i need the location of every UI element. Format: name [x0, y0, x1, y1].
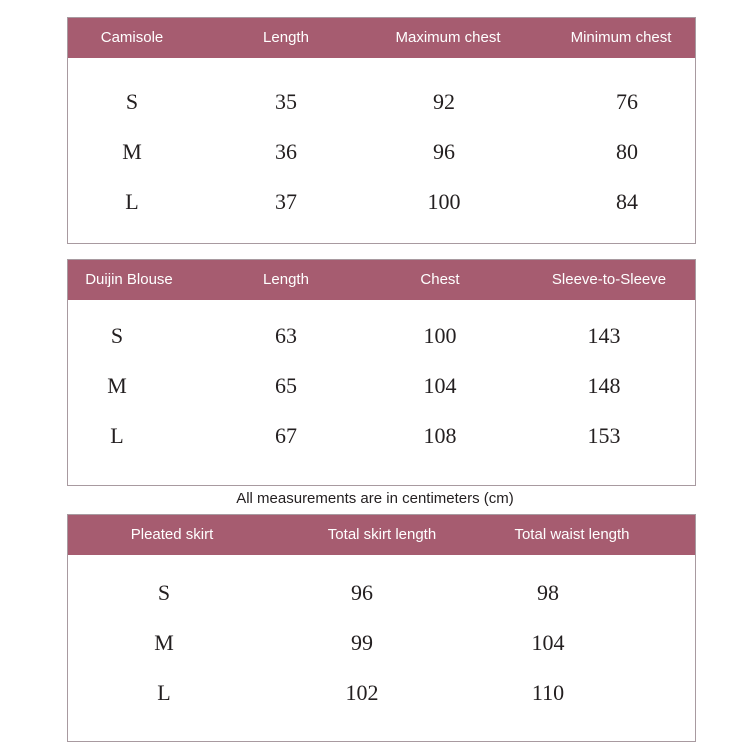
- table-row: [68, 573, 695, 613]
- table-cell: 153: [587, 423, 621, 448]
- column-header: Length: [263, 29, 309, 46]
- column-header: Total skirt length: [327, 526, 437, 543]
- size-cell: L: [125, 189, 139, 214]
- pleated-skirt-size-table: [67, 514, 696, 742]
- table-cell: 104: [531, 630, 565, 655]
- table-cell: 100: [423, 323, 457, 348]
- table-cell: 110: [531, 680, 565, 705]
- size-cell: M: [107, 373, 127, 398]
- table-row: [68, 673, 695, 713]
- table-cell: 76: [616, 89, 638, 114]
- size-cell: M: [154, 630, 174, 655]
- size-cell: M: [122, 139, 142, 164]
- table-row: [68, 182, 695, 222]
- table-cell: 102: [345, 680, 379, 705]
- size-cell: S: [125, 89, 139, 114]
- column-header: Total waist length: [514, 526, 630, 543]
- table-cell: 143: [587, 323, 621, 348]
- table-cell: 100: [427, 189, 461, 214]
- table-body: [68, 300, 695, 486]
- table-header: [68, 515, 695, 555]
- column-header: Length: [263, 271, 309, 288]
- table-cell: 84: [616, 189, 638, 214]
- table-cell: 148: [587, 373, 621, 398]
- table-header: [68, 18, 695, 58]
- table-cell: 99: [351, 630, 373, 655]
- column-header: Camisole: [100, 29, 164, 46]
- table-cell: 35: [275, 89, 297, 114]
- column-header: Sleeve-to-Sleeve: [551, 271, 667, 288]
- table-cell: 96: [351, 580, 373, 605]
- table-row: [68, 366, 695, 406]
- column-header: Maximum chest: [395, 29, 501, 46]
- table-header: [68, 260, 695, 300]
- table-row: [68, 132, 695, 172]
- table-row: [68, 316, 695, 356]
- camisole-size-table: [67, 17, 696, 244]
- table-cell: 80: [616, 139, 638, 164]
- table-cell: 96: [433, 139, 455, 164]
- table-cell: 104: [423, 373, 457, 398]
- table-row: [68, 82, 695, 122]
- measurement-note: All measurements are in centimeters (cm): [236, 490, 514, 507]
- table-cell: 63: [275, 323, 297, 348]
- table-row: [68, 416, 695, 456]
- size-cell: S: [110, 323, 124, 348]
- table-cell: 37: [275, 189, 297, 214]
- column-header: Pleated skirt: [130, 526, 214, 543]
- table-cell: 92: [433, 89, 455, 114]
- size-cell: S: [157, 580, 171, 605]
- duijin-blouse-size-table: [67, 259, 696, 486]
- table-cell: 67: [275, 423, 297, 448]
- column-header: Duijin Blouse: [85, 271, 173, 288]
- table-body: [68, 555, 695, 742]
- column-header: Minimum chest: [570, 29, 672, 46]
- table-cell: 65: [275, 373, 297, 398]
- table-cell: 36: [275, 139, 297, 164]
- size-cell: L: [110, 423, 124, 448]
- table-cell: 108: [423, 423, 457, 448]
- size-cell: L: [157, 680, 171, 705]
- column-header: Chest: [420, 271, 460, 288]
- table-cell: 98: [537, 580, 559, 605]
- table-row: [68, 623, 695, 663]
- table-body: [68, 58, 695, 244]
